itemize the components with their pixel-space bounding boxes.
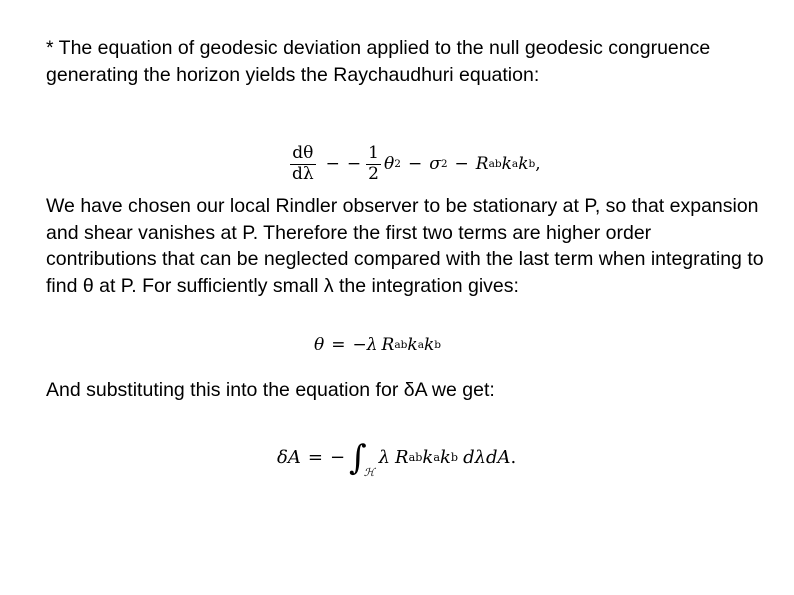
theta-symbol: θ <box>314 335 325 355</box>
fraction-numerator: 1 <box>368 142 379 163</box>
theta-symbol: θ <box>384 154 395 174</box>
null-vector-symbol: k <box>501 154 512 174</box>
one-half-fraction <box>366 142 381 184</box>
equals-sign: = <box>307 447 323 468</box>
comma: , <box>535 154 541 174</box>
fraction-denominator: dλ <box>292 163 314 184</box>
fraction-denominator: 2 <box>368 163 379 184</box>
ricci-tensor-symbol: R <box>381 335 395 355</box>
minus-sign: − <box>454 154 469 174</box>
null-vector-symbol: k <box>407 335 418 355</box>
integral-over-horizon <box>349 437 375 479</box>
null-vector-symbol: k <box>518 154 529 174</box>
dtheta-dlambda-fraction <box>290 142 316 184</box>
integration-measure: dλdA <box>463 447 511 468</box>
fraction-numerator: dθ <box>292 142 314 163</box>
paragraph-rindler-observer: We have chosen our local Rindler observer to be stationary at P, so that expansion and shear vanishes at P. Therefore the first two terms are higher order contributions that can be neglected compared with the last term when integrating to find θ at P. For sufficiently small λ the integration gives: <box>46 195 764 297</box>
null-vector-symbol: k <box>422 447 434 468</box>
integral-sign: ∫ <box>349 437 367 478</box>
paragraph-substitution: And substituting this into the equation for δA we get: <box>46 379 495 401</box>
minus-sign: − <box>329 447 346 468</box>
null-vector-symbol: k <box>423 335 435 355</box>
period: . <box>510 447 517 468</box>
area-change-equation: δA = − ∫ ℋ λ R ab k a k b dλdA . <box>277 437 517 479</box>
ricci-tensor-symbol: R <box>395 447 409 468</box>
lambda-symbol: λ <box>378 447 391 468</box>
minus-sign: − <box>407 154 423 174</box>
theta-solution-equation: θ = −λ R ab k a k b <box>314 335 442 355</box>
minus-sign: − <box>346 154 362 174</box>
minus-lambda: −λ <box>352 335 378 355</box>
sigma-symbol: σ <box>429 154 441 174</box>
horizon-domain: ℋ <box>363 465 375 479</box>
ricci-tensor-symbol: R <box>475 154 489 174</box>
paragraph-raychaudhuri-intro: * The equation of geodesic deviation applied to the null geodesic congruence generating the horizon yields the Raychaudhuri equation: <box>46 37 711 86</box>
null-vector-symbol: k <box>439 447 451 468</box>
minus-sign: − <box>325 154 340 174</box>
raychaudhuri-equation: $\frac{d\theta}{d\lambda}$ − − $\frac{1}{2}$ θ 2 − σ 2 − R ab k a k b , <box>292 142 541 184</box>
delta-a-symbol: δA <box>277 447 301 468</box>
equals-sign: = <box>331 335 346 355</box>
